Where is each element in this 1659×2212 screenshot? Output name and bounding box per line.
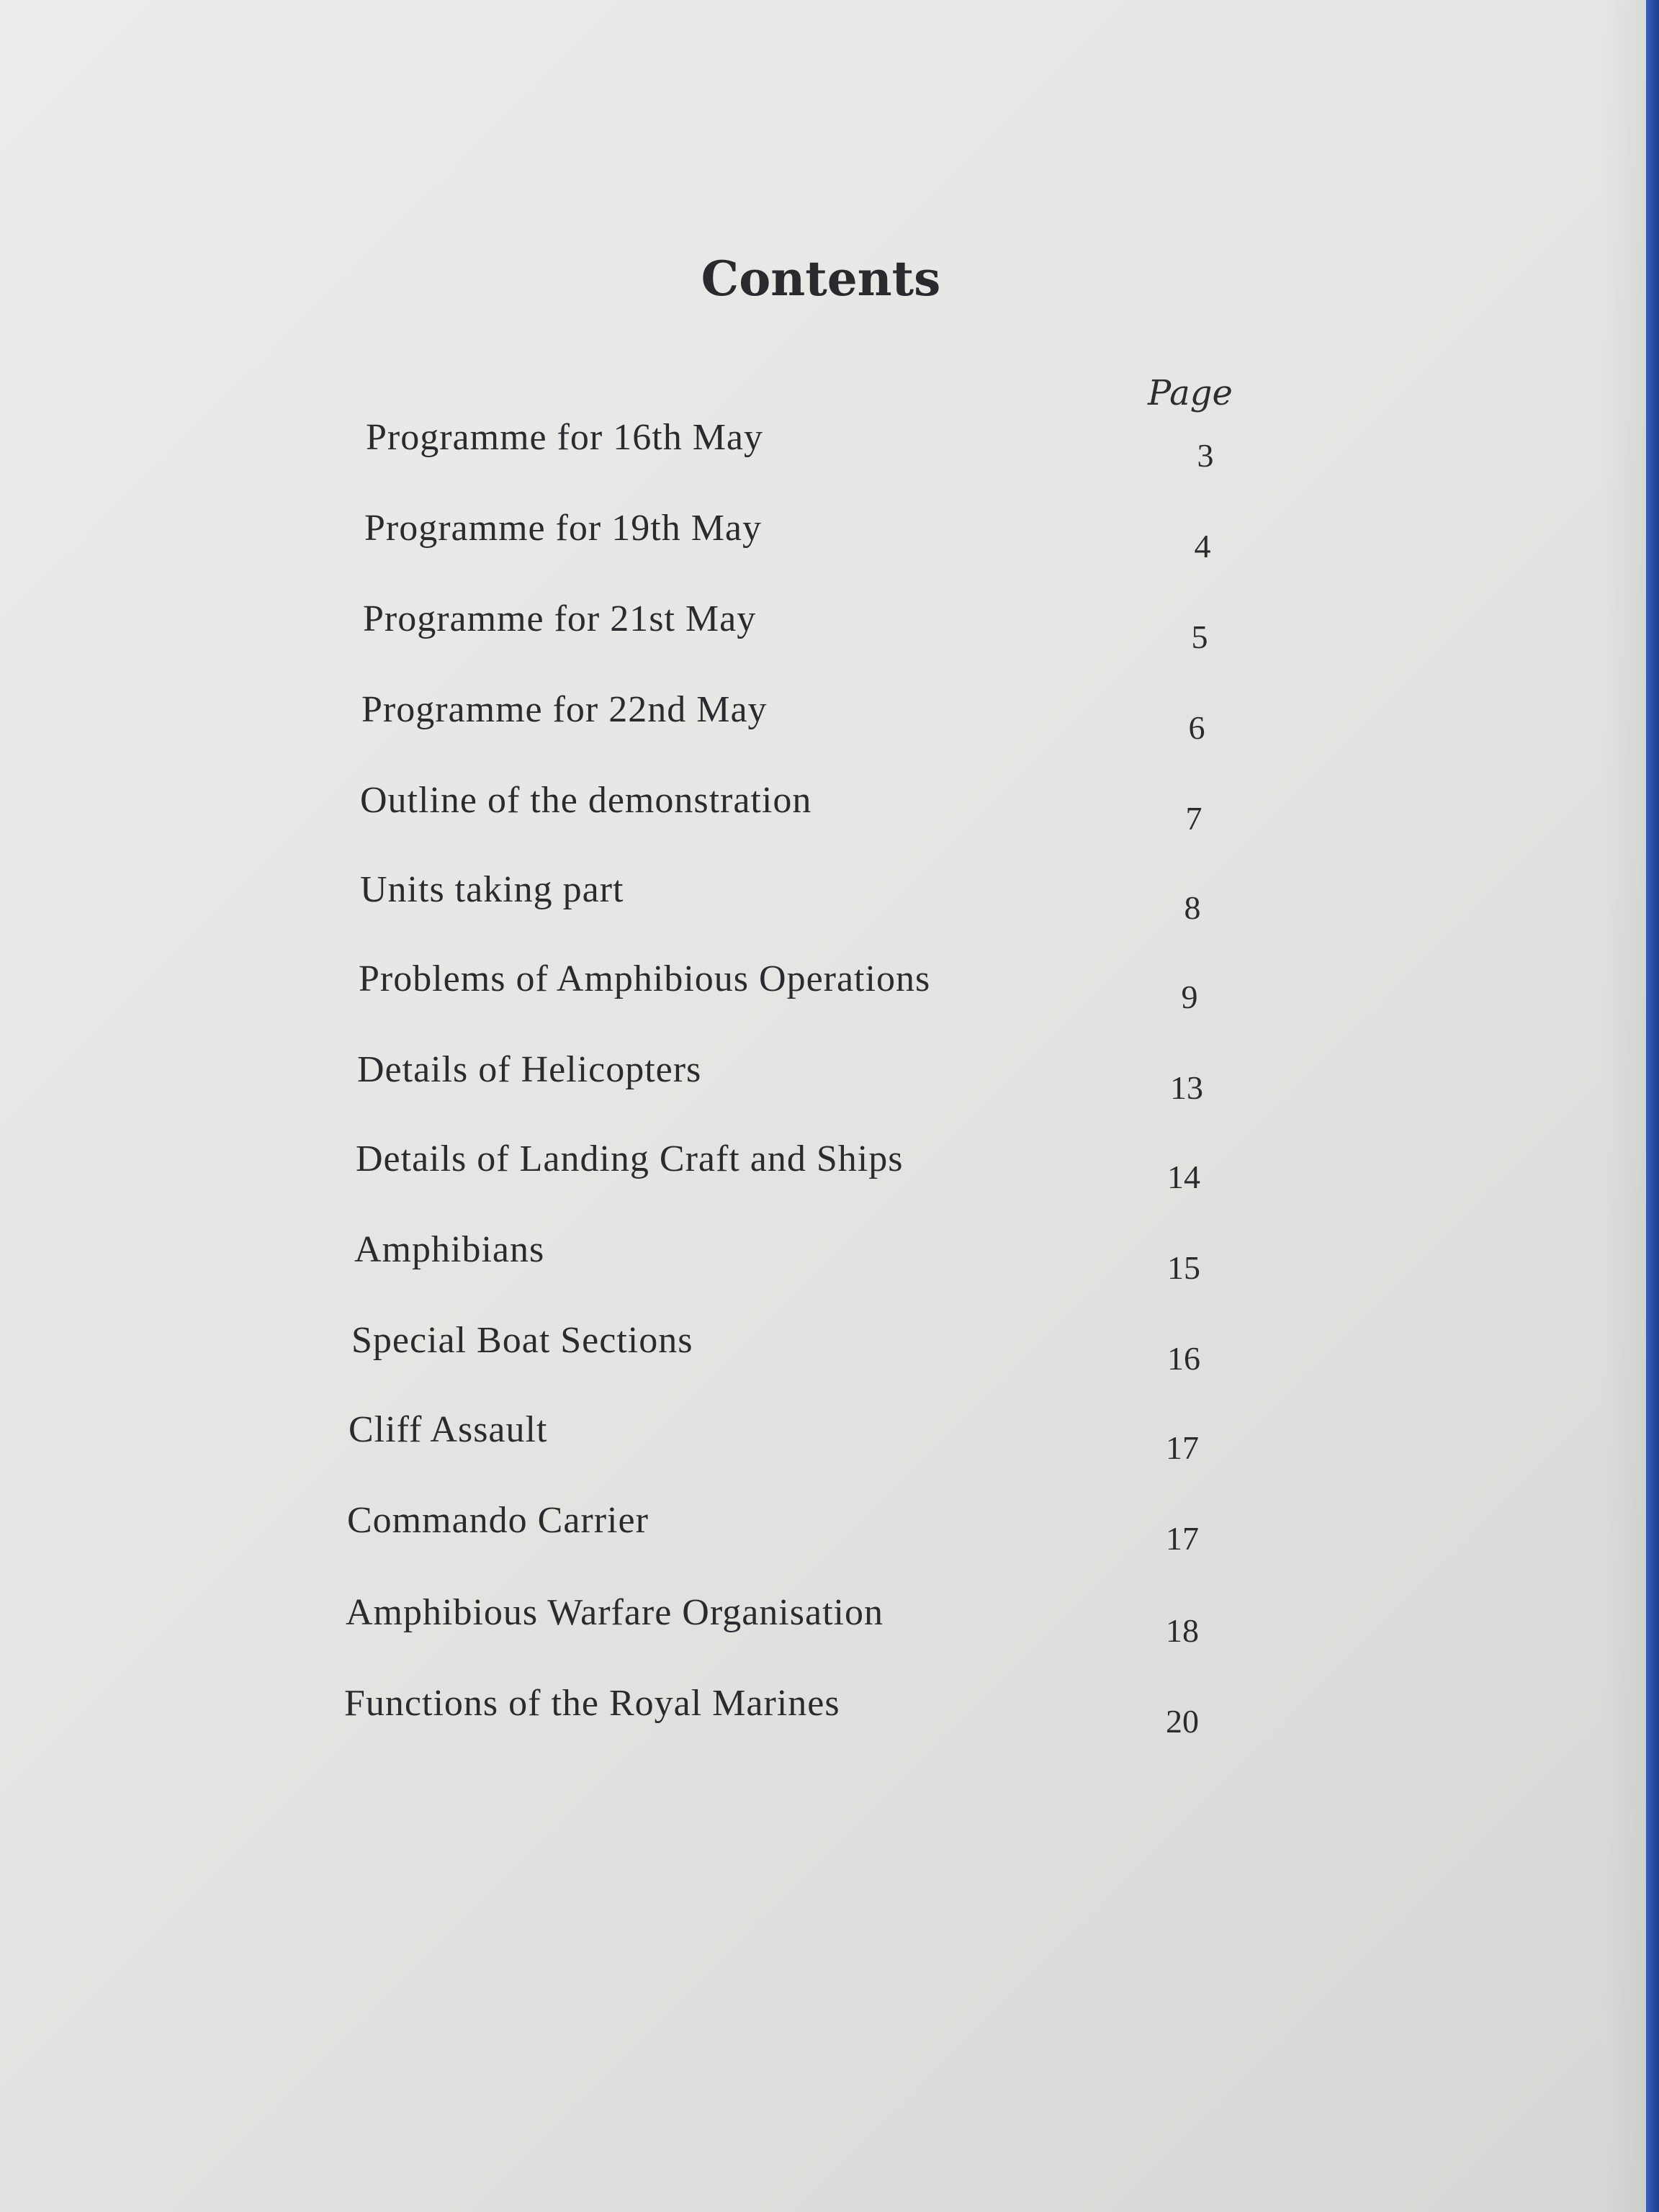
toc-entry bbox=[356, 1138, 1263, 1195]
toc-entry-title: Programme for 22nd May bbox=[361, 689, 768, 730]
page-shadow bbox=[1603, 0, 1646, 2212]
toc-entry bbox=[344, 1682, 1251, 1740]
toc-entry-page: 6 bbox=[1188, 709, 1205, 746]
toc-entry bbox=[364, 507, 1272, 565]
toc-entry-page: 5 bbox=[1191, 619, 1208, 655]
toc-entry-title: Cliff Assault bbox=[349, 1409, 548, 1450]
toc-entry-title: Programme for 19th May bbox=[364, 508, 763, 549]
toc-entry-page: 20 bbox=[1166, 1703, 1199, 1740]
toc-entry-page: 9 bbox=[1181, 979, 1198, 1015]
toc-entry bbox=[361, 688, 1269, 746]
toc-entry-title: Details of Helicopters bbox=[357, 1049, 702, 1090]
toc-entry-page: 13 bbox=[1170, 1069, 1203, 1106]
toc-entry bbox=[347, 1499, 1254, 1557]
toc-entry-title: Problems of Amphibious Operations bbox=[359, 958, 931, 999]
toc-entry bbox=[354, 1228, 1262, 1286]
toc-entry bbox=[357, 1048, 1264, 1106]
toc-entry-title: Units taking part bbox=[360, 869, 624, 910]
toc-entry bbox=[359, 958, 1266, 1015]
toc-entry-title: Functions of the Royal Marines bbox=[344, 1683, 840, 1724]
toc-entry-page: 17 bbox=[1166, 1429, 1199, 1466]
toc-entry bbox=[363, 598, 1270, 655]
toc-entry-title: Details of Landing Craft and Ships bbox=[356, 1138, 904, 1179]
toc-entry-title: Programme for 21st May bbox=[363, 598, 757, 639]
contents-heading: Contents bbox=[701, 251, 941, 307]
toc-entry-page: 7 bbox=[1185, 800, 1202, 837]
toc-entry bbox=[346, 1591, 1253, 1649]
toc-entry-title: Outline of the demonstration bbox=[360, 780, 812, 821]
toc-entry-title: Special Boat Sections bbox=[351, 1320, 693, 1361]
toc-entry bbox=[366, 416, 1273, 474]
toc-entry-page: 4 bbox=[1194, 528, 1211, 565]
toc-entry-title: Commando Carrier bbox=[347, 1500, 649, 1541]
page-column-header: Page bbox=[1148, 373, 1233, 413]
toc-entry-title: Programme for 16th May bbox=[366, 417, 764, 458]
toc-entry-page: 18 bbox=[1166, 1612, 1199, 1649]
toc-entry-title: Amphibians bbox=[354, 1229, 545, 1270]
toc-entry bbox=[360, 868, 1267, 926]
toc-entry bbox=[360, 779, 1267, 837]
toc-entry bbox=[349, 1408, 1256, 1466]
toc-entry-page: 16 bbox=[1167, 1340, 1200, 1377]
blue-cover-edge bbox=[1646, 0, 1659, 2212]
toc-entry-page: 15 bbox=[1167, 1249, 1200, 1286]
toc-entry-page: 3 bbox=[1197, 437, 1214, 474]
toc-entry-page: 14 bbox=[1167, 1159, 1200, 1195]
toc-entry-title: Amphibious Warfare Organisation bbox=[346, 1592, 884, 1633]
toc-entry bbox=[351, 1319, 1259, 1377]
toc-entry-page: 17 bbox=[1166, 1520, 1199, 1557]
toc-entry-page: 8 bbox=[1184, 889, 1201, 926]
